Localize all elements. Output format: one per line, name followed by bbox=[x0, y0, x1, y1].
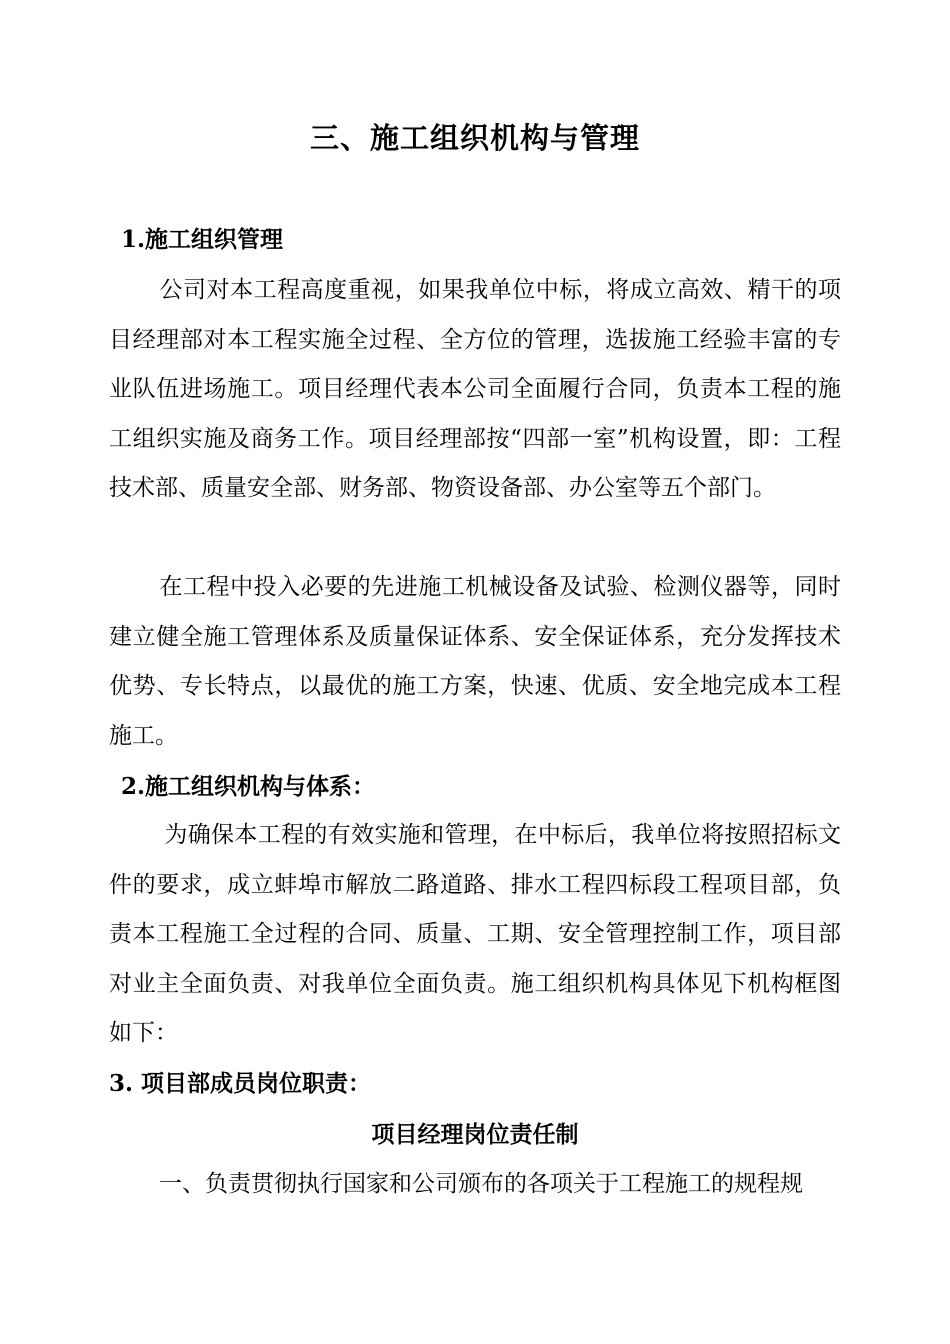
section-1-heading: 1.施工组织管理 bbox=[121, 226, 284, 253]
section-1-paragraph-1-text: 公司对本工程高度重视，如果我单位中标，将成立高效、精干的项目经理部对本工程实施全过程、全方位的管理，选拔施工经验丰富的专业队伍进场施工。项目经理代表本公司全面履行合同，负责本工程的施工组织实施及商务工作。项目经理部按“四部一室”机构设置，即：工程技术部、质量安全部、财务部、物资设备部、办公室等五个部门。 bbox=[109, 277, 841, 501]
section-1-paragraph-1 bbox=[109, 266, 841, 514]
section-3-paragraph-1-text: 一、负责贯彻执行国家和公司颁布的各项关于工程施工的规程规 bbox=[159, 1171, 803, 1197]
section-3-heading: 3. 项目部成员岗位职责： bbox=[109, 1070, 372, 1097]
section-3-paragraph-1 bbox=[109, 1160, 841, 1210]
section-1-paragraph-2-text: 在工程中投入必要的先进施工机械设备及试验、检测仪器等，同时建立健全施工管理体系及质量保证体系、安全保证体系，充分发挥技术优势、专长特点，以最优的施工方案，快速、优质、安全地完成本工程施工。 bbox=[109, 574, 841, 749]
section-3-subtitle: 项目经理岗位责任制 bbox=[371, 1121, 579, 1148]
section-2-paragraph-1-text: 为确保本工程的有效实施和管理，在中标后，我单位将按照招标文件的要求，成立蚌埠市解放二路道路、排水工程四标段工程项目部，负责本工程施工全过程的合同、质量、工期、安全管理控制工作，项目部对业主全面负责、对我单位全面负责。施工组织机构具体见下机构框图如下： bbox=[109, 822, 841, 1046]
section-2-paragraph-1 bbox=[109, 811, 841, 1059]
section-1-paragraph-2 bbox=[109, 563, 841, 761]
document-title: 三、施工组织机构与管理 bbox=[309, 121, 640, 155]
section-2-heading: 2.施工组织机构与体系： bbox=[121, 773, 376, 800]
